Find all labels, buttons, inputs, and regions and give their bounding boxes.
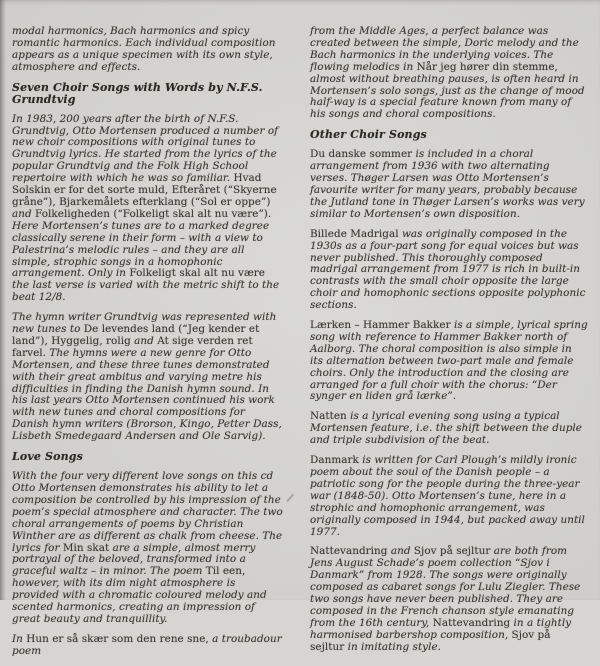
- paragraph: [310, 320, 588, 403]
- body-text: is included in a choral arrangement from 1936 with two alternating verses. Thøger Larsen was Otto Mortensen’s favourite writer for many years, probably because the Jutland tone in Thøger Larsen’s works was very similar to Mortensen’s own disposition.: [310, 148, 585, 220]
- section-heading: [12, 451, 284, 463]
- paragraph: [310, 229, 588, 312]
- body-text: is a simple, lyrical spring song with reference to Hammer Bakker north of Aalborg. The choral composition is also simple in its alternation between two-part male and female choirs. Only the introduction and the closing are arranged for a full choir with the chorus: “Der synger en liden grå lærke”.: [310, 319, 588, 403]
- song-title-text: Nattevandring: [310, 545, 391, 558]
- paragraph: [310, 546, 588, 653]
- body-text: In: [12, 632, 27, 645]
- paragraph: [12, 114, 284, 305]
- song-title-text: Lærken – Hammer Bakker: [310, 319, 454, 332]
- song-title-text: Til een,: [205, 565, 246, 578]
- paragraph: [310, 455, 588, 538]
- body-text: are both from Jens August Schade’s poem collection “Sjov i Danmark” from 1928. The songs were originally composed as cabaret songs for Lulu Ziegler. These two songs have never been published. They are composed in the French chanson style emanating from the 16th century,: [310, 545, 581, 629]
- page-edge-shadow: [0, 0, 6, 600]
- paragraph: [12, 312, 284, 443]
- scan-scratch-mark: [286, 494, 294, 502]
- body-text: and: [12, 207, 36, 220]
- paragraph: [310, 411, 588, 447]
- body-text: was originally composed in the 1930s as a four-part song for equal voices but was never published. This thoroughly composed madrigal arrangement from 1977 is rich in built-in contrasts with the small choir opposite the large choir and homophonic sections opposite polyphonic sections.: [310, 227, 586, 312]
- section-heading: [12, 82, 284, 106]
- body-text: are a simple, almost merry portrayal of the beloved, transformed into a graceful waltz – in minor. The poem: [12, 541, 256, 578]
- song-title-text: Billede Madrigal: [310, 227, 402, 240]
- song-title-text: Danmark: [310, 454, 363, 467]
- song-title-text: Folkeligt skal alt nu være: [129, 267, 266, 280]
- song-title-text: Folkeligheden (“Folkeligt skal alt nu være”).: [35, 207, 272, 220]
- body-text: is written for Carl Plough’s mildly ironic poem about the soul of the Danish people – a patriotic song for the people during the three-year war (1848-50). Otto Mortensen’s tune, here in a strophic and homophonic arrangement, was originally composed in 1944, but packed away until 1977.: [310, 454, 585, 538]
- song-title-text: Sjov på sejltur: [310, 628, 551, 653]
- body-text: a troubadour poem: [12, 632, 282, 657]
- body-text: With the four very different love songs on this cd Otto Mortensen demonstrates his ability to let a composition be controlled by his impression of the poem’s special atmosphere and character. The two choral arrangements of poems by Christian Winther are as different as chalk from cheese. The lyrics for: [12, 470, 283, 554]
- paragraph: [12, 26, 284, 74]
- body-text: however, with its dim night atmosphere is provided with a chromatic coloured melody and scented harmonics, creating an impression of great beauty and tranquillity.: [12, 577, 267, 625]
- body-text: The hymns were a new genre for Otto Mortensen, and these three tunes demonstrated with their great ambitus and varying metre his difficulties in finding the Danish hymn sound. In his last years Otto Mortensen continued his work with new tunes and choral compositions for Danish hymn writers (Brorson, Kingo, Petter Dass, Lisbeth Smedegaard Andersen and Ole Sarvig).: [12, 346, 282, 443]
- song-title-text: Hvad Solskin er for det sorte muld, Efteråret (“Skyerne gråne”), Bjarkemålets efterklang (“Sol er oppe”): [12, 172, 277, 208]
- right-column: [310, 26, 588, 662]
- song-title-text: Du danske sommer: [310, 148, 416, 161]
- song-title-text: Min skat: [62, 541, 113, 554]
- body-text: and: [134, 334, 158, 347]
- body-text: from the Middle Ages, a perfect balance was created between the simple, Doric melody and the Bach harmonics in the underlying voices. The flowing melodics in: [310, 25, 579, 73]
- paragraph: [310, 149, 588, 220]
- body-text: Seven Choir Songs with Words by N.F.S. Grundtvig: [12, 80, 263, 106]
- song-title-text: De levendes land (“Jeg kender et land”), Hyggelig, rolig: [12, 323, 260, 347]
- section-heading: [310, 129, 588, 141]
- song-title-text: Hun er så skær som den rene sne,: [26, 632, 213, 645]
- body-text: in a tightly harmonised barbershop composition,: [310, 616, 572, 641]
- paragraph: [12, 634, 284, 658]
- body-text: The hymn writer Grundtvig was represented with new tunes to: [12, 311, 277, 336]
- song-title-text: Natten: [310, 410, 351, 423]
- body-text: modal harmonics, Bach harmonics and spicy romantic harmonics. Each individual composition appears as a unique specimen with its own style, atmosphere and effects.: [12, 25, 276, 73]
- body-text: and: [390, 545, 414, 558]
- body-text: in imitating style.: [347, 640, 442, 653]
- body-text: the last verse is varied with the metric shift to the beat 12/8.: [12, 279, 280, 304]
- song-title-text: Nattevandring: [432, 616, 514, 629]
- song-title-text: At sige verden ret farvel.: [12, 334, 253, 359]
- body-text: Here Mortensen’s tunes are to a marked degree classically serene in their form – with a view to Palestrina’s melodic rules – and they are all simple, strophic songs in a homophonic arrangement. Only in: [12, 219, 270, 280]
- body-text: Love Songs: [12, 450, 83, 464]
- body-text: is a lyrical evening song using a typical Mortensen feature, i.e. the shift between the duple and triple subdivision of the beat.: [310, 410, 583, 447]
- song-title-text: Sjov på sejltur: [413, 545, 494, 558]
- paragraph: [310, 26, 588, 121]
- song-title-text: Når jeg hører din stemme,: [416, 60, 558, 73]
- body-text: almost without breathing pauses, is often heard in Mortensen’s solo songs, just as the change of mood half-way is a special feature known from many of his songs and choral compositions.: [310, 72, 585, 121]
- body-text: Other Choir Songs: [310, 128, 427, 142]
- paragraph: [12, 471, 284, 626]
- left-column: [12, 26, 284, 666]
- body-text: In 1983, 200 years after the birth of N.F.S. Grundtvig, Otto Mortensen produced a number of new choir compositions with original tunes to Grundtvig lyrics. He started from the lyrics of the popular Grundtvig and the Folk High School repertoire with which he was so familiar.: [12, 112, 279, 185]
